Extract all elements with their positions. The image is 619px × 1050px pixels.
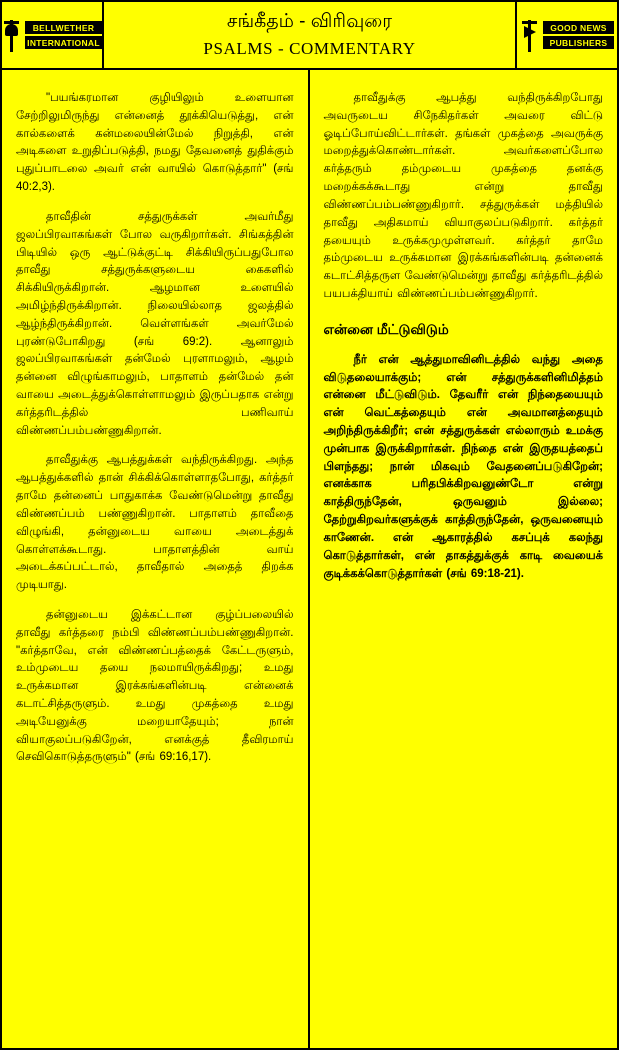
- paragraph: தாவீதுக்கு ஆபத்துக்கள் வந்திருக்கிறது. அந்த ஆபத்துக்களில் தான் சிக்கிக்கொள்ளாதபோது, கர்த்தர் தாமே தன்னைப் பாதுகாக்க வேண்டுமென்று தாவீது விண்ணப்பம் பண்ணுகிறான். பாதாளம் தாவீதை விழுங்கி, தன்னுடைய வாயை அடைத்துக் கொள்ளக்கூடாது. பாதாளத்தின் வாய் அடைக்கப்பட்டால், தாவீதால் அதைத் திறக்க முடியாது.: [16, 454, 294, 592]
- bellwether-international-logo: [2, 2, 104, 68]
- paragraph: "பயங்கரமான குழியிலும் உளையான சேற்றிலுமிருந்து என்னைத் தூக்கியெடுத்து, என் கால்களைக் கன்மலையின்மேல் நிறுத்தி, என் அடிகளை உறுதிப்படுத்தி, நமது தேவனைத் துதிக்கும் புதுப்பாடலை அவர் என் வாயில் கொடுத்தார்" (சங் 40:2,3).: [16, 92, 294, 194]
- scripture-quote-paragraph: நீர் என் ஆத்துமாவினிடத்தில் வந்து அதை விடுதலையாக்கும்; என் சத்துருக்களினிமித்தம் என்னை மீட்டுவிடும். தேவரீர் என் நிந்தையையும் என் வெட்கத்தையும் என் அவமானத்தையும் அறிந்திருக்கிறீர்; என் சத்துருக்கள் எல்லாரும் உமக்கு முன்பாக இருக்கிறார்கள். நிந்தை என் இருதயத்தைப் பிளந்தது; நான் மிகவும் வேதனைப்படுகிறேன்; எனக்காக பரிதபிக்கிறவனுண்டோ என்று காத்திருந்தேன், ஒருவனும் இல்லை; தேற்றுகிறவர்களுக்குக் காத்திருந்தேன், ஒருவனையும் காணேன். என் ஆகாரத்தில் கசப்புக் கலந்து கொடுத்தார்கள், என் தாகத்துக்குக் காடி வையைக் குடிக்கக்கொடுத்தார்கள் (சங் 69:18-21).: [323, 353, 603, 580]
- logo-row: [5, 18, 99, 52]
- logo-text: [25, 21, 102, 49]
- bell-tower-icon: [2, 18, 22, 52]
- paragraph: தாவீதின் சத்துருக்கள் அவர்மீது ஜலப்பிரவாகங்கள் போல வருகிறார்கள். சிங்கத்தின் பிடியில் ஒரு ஆட்டுக்குட்டி சிக்கியிருப்பதுபோல தாவீது சத்துருக்களுடைய கைகளில் சிக்கியிருக்கிறான். ஆழமான உளையில் அமிழ்ந்திருக்கிறான். நிலையில்லாத ஜலத்தில் ஆழ்ந்திருக்கிறான். வெள்ளங்கள் அவர்மேல் புரண்டுபோகிறது (சங் 69:2). ஆனாலும் ஜலப்பிரவாகங்கள் தன்மேல் புரளாமலும், ஆழம் தன்னை விழுங்காமலும், பாதாளம் தன்மேல் தன் வாயை அடைத்துக்கொள்ளாமலும் இருப்பதாக என்று கர்த்தரிடத்தில் பணிவாய் விண்ணப்பம்பண்ணுகிறான்.: [16, 210, 294, 437]
- logo-line-1: BELLWETHER: [25, 21, 102, 34]
- paragraph: தாவீதுக்கு ஆபத்து வந்திருக்கிறபோது அவருடைய சிநேகிதர்கள் அவரை விட்டு ஓடிப்போய்விட்டார்கள். தங்கள் முகத்தை அவருக்கு மறைத்துக்கொண்டார்கள். அவர்களைப்போல கர்த்தரும் தம்முடைய முகத்தை தனக்கு மறைக்கக்கூடாது என்று தாவீது விண்ணப்பம்பண்ணுகிறார். சத்துருக்கள் மத்தியில் தாவீது அதிகமாய் வியாகுலப்படுகிறார். கர்த்தர் தயையும் உருக்கமுமுள்ளவர். கர்த்தர் தாமே தம்முடைய உருக்கமான இரக்கங்களின்படி தன்னைக் கடாட்சித்தருள வேண்டுமென்று தாவீது கர்த்தரிடத்தில் பயபக்தியாய் விண்ணப்பம்பண்ணுகிறார்.: [323, 92, 603, 300]
- page-body: [2, 70, 617, 1048]
- logo-row: [520, 18, 614, 52]
- right-text-column: [310, 70, 618, 1048]
- page-title-english: PSALMS - COMMENTARY: [203, 39, 416, 59]
- page-title: [104, 2, 515, 68]
- logo-line-2: PUBLISHERS: [543, 36, 614, 49]
- logo-text: [543, 21, 614, 49]
- page-header: [2, 2, 617, 70]
- section-heading: என்னை மீட்டுவிடும்: [323, 321, 449, 337]
- logo-line-2: INTERNATIONAL: [27, 37, 100, 48]
- logo-line-1: GOOD NEWS: [543, 21, 614, 34]
- paragraph: தன்னுடைய இக்கட்டான குழ்ப்பலையில் தாவீது கர்த்தரை நம்பி விண்ணப்பம்பண்ணுகிறான். "கர்த்தாவே, என் விண்ணப்பத்தைக் கேட்டருளும், உம்முடைய தயை நலமாயிருக்கிறது; உமது உருக்கமான இரக்கங்களின்படி என்னைக் கடாட்சித்தருளும். உமது முகத்தை உமது அடியேனுக்கு மறையாதேயும்; நான் வியாகுலப்படுகிறேன், எனக்குத் தீவிரமாய் செவிகொடுத்தருளும்" (சங் 69:16,17).: [16, 608, 294, 764]
- good-news-publishers-logo: [515, 2, 617, 68]
- left-text-column: [2, 70, 310, 1048]
- page-title-tamil: சங்கீதம் - விரிவுரை: [226, 10, 393, 32]
- trumpet-icon: [520, 18, 540, 52]
